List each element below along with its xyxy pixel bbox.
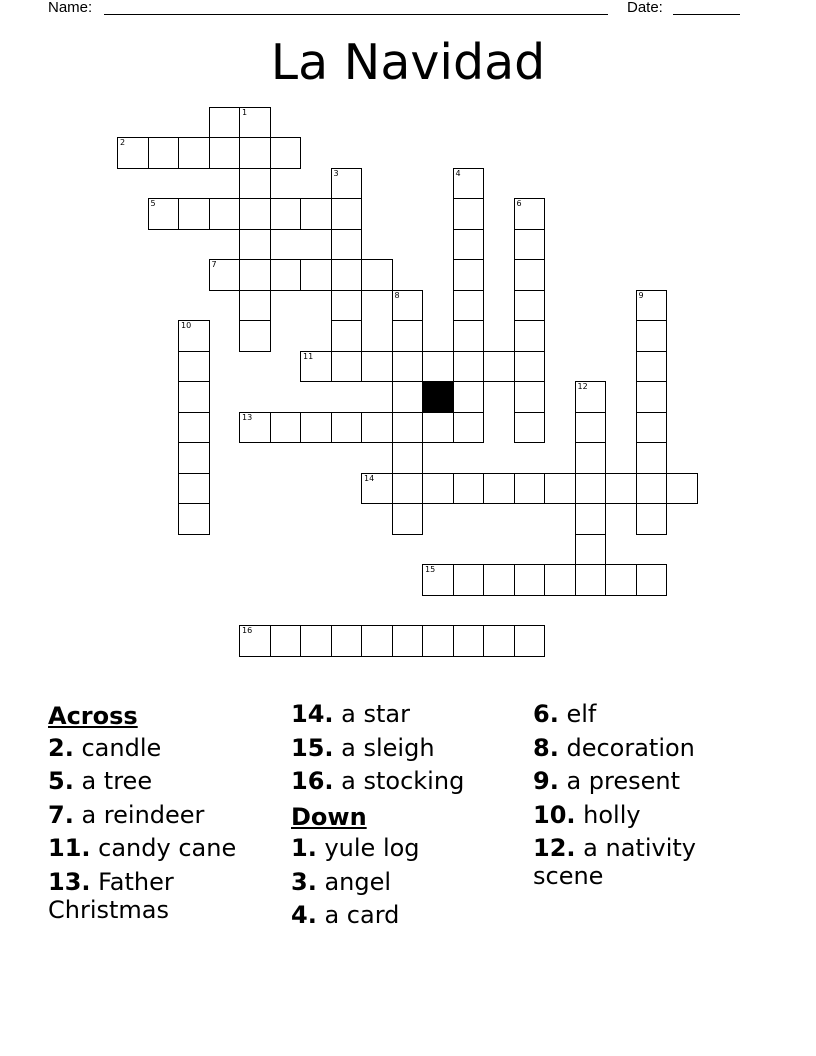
clue-item-text: a reindeer xyxy=(81,800,205,829)
crossword-cell[interactable] xyxy=(636,442,668,474)
crossword-cell[interactable] xyxy=(514,412,546,444)
crossword-cell[interactable] xyxy=(178,320,210,352)
crossword-cell[interactable] xyxy=(209,259,241,291)
crossword-cell[interactable] xyxy=(453,625,485,657)
clues-column-1 xyxy=(48,700,288,929)
clue-item-number: 9. xyxy=(533,767,559,795)
crossword-cell[interactable] xyxy=(392,473,424,505)
clue-item-number: 13. xyxy=(48,867,91,896)
clue-number: 16 xyxy=(242,626,253,636)
crossword-cell[interactable] xyxy=(331,351,363,383)
clue-item-text: a card xyxy=(324,901,400,929)
clue-item-number: 10. xyxy=(533,800,576,829)
crossword-cell[interactable] xyxy=(361,351,393,383)
crossword-cell[interactable] xyxy=(605,473,637,505)
clue-number: 5 xyxy=(150,199,156,209)
crossword-cell[interactable] xyxy=(178,503,210,535)
clue-item xyxy=(48,834,288,862)
clue-item-text: yule log xyxy=(324,834,420,862)
clue-number: 12 xyxy=(577,382,588,392)
clue-item-text: decoration xyxy=(566,733,695,762)
clue-item xyxy=(533,834,773,890)
clue-item-number: 11. xyxy=(48,834,91,862)
crossword-cell[interactable] xyxy=(544,473,576,505)
crossword-cell[interactable] xyxy=(453,229,485,261)
crossword-cell[interactable] xyxy=(514,381,546,413)
clue-item-text: angel xyxy=(324,867,392,896)
name-label: Name: xyxy=(48,0,93,16)
crossword-cell[interactable] xyxy=(422,412,454,444)
crossword-cell[interactable] xyxy=(392,412,424,444)
crossword-cell[interactable] xyxy=(483,564,515,596)
clue-item-number: 4. xyxy=(291,901,317,929)
crossword-cell[interactable] xyxy=(575,442,607,474)
crossword-cell[interactable] xyxy=(331,320,363,352)
crossword-cell[interactable] xyxy=(178,412,210,444)
clue-item xyxy=(533,801,773,829)
clue-item-number: 7. xyxy=(48,800,74,829)
crossword-cell[interactable] xyxy=(300,198,332,230)
crossword-cell[interactable] xyxy=(392,381,424,413)
clue-number: 13 xyxy=(242,412,253,422)
crossword-cell[interactable] xyxy=(422,473,454,505)
crossword-cell[interactable] xyxy=(483,473,515,505)
clue-number: 6 xyxy=(516,199,522,209)
crossword-cell[interactable] xyxy=(239,290,271,322)
crossword-cell[interactable] xyxy=(178,137,210,169)
clue-number: 8 xyxy=(394,290,400,300)
clue-item-text: a stocking xyxy=(341,767,465,795)
clue-number: 3 xyxy=(333,168,339,178)
clue-item-number: 6. xyxy=(533,700,559,728)
crossword-cell[interactable] xyxy=(178,351,210,383)
crossword-cell[interactable] xyxy=(514,290,546,322)
clue-item xyxy=(291,868,531,896)
crossword-cell[interactable] xyxy=(392,351,424,383)
crossword-cell[interactable] xyxy=(544,564,576,596)
clue-item-number: 12. xyxy=(533,834,576,862)
clue-item-text: a star xyxy=(341,700,410,728)
crossword-cell[interactable] xyxy=(575,534,607,566)
crossword-cell[interactable] xyxy=(300,625,332,657)
crossword-cell[interactable] xyxy=(514,229,546,261)
crossword-cell[interactable] xyxy=(422,351,454,383)
crossword-cell[interactable] xyxy=(239,412,271,444)
clue-item-text: a tree xyxy=(81,767,153,795)
clue-item-text: holly xyxy=(583,800,641,829)
crossword-cell[interactable] xyxy=(239,137,271,169)
crossword-cell[interactable] xyxy=(453,259,485,291)
clue-item xyxy=(533,767,773,795)
crossword-cell[interactable] xyxy=(453,473,485,505)
crossword-cell[interactable] xyxy=(575,473,607,505)
clue-item xyxy=(291,834,531,862)
crossword-cell[interactable] xyxy=(361,625,393,657)
crossword-cell[interactable] xyxy=(178,198,210,230)
crossword-cell[interactable] xyxy=(178,381,210,413)
clue-item xyxy=(533,734,773,762)
clue-item-number: 2. xyxy=(48,733,74,762)
crossword-cell[interactable] xyxy=(331,290,363,322)
clue-item xyxy=(48,801,288,829)
clue-item-number: 15. xyxy=(291,733,334,762)
clue-item-number: 5. xyxy=(48,767,74,795)
crossword-cell[interactable] xyxy=(575,412,607,444)
crossword-cell[interactable] xyxy=(209,137,241,169)
clue-number: 7 xyxy=(211,260,217,270)
date-label: Date: xyxy=(627,0,663,16)
crossword-cell[interactable] xyxy=(331,198,363,230)
crossword-cell[interactable] xyxy=(636,351,668,383)
clue-number: 15 xyxy=(425,565,436,575)
crossword-cell[interactable] xyxy=(666,473,698,505)
clue-number: 4 xyxy=(455,168,461,178)
crossword-cell[interactable] xyxy=(575,381,607,413)
clue-item xyxy=(291,700,531,728)
crossword-cell[interactable] xyxy=(483,351,515,383)
crossword-cell[interactable] xyxy=(453,351,485,383)
across-heading: Across xyxy=(48,702,138,730)
clue-item xyxy=(291,767,531,795)
clue-item xyxy=(48,734,288,762)
crossword-cell[interactable] xyxy=(331,168,363,200)
clue-item-number: 3. xyxy=(291,867,317,896)
crossword-cell[interactable] xyxy=(239,198,271,230)
clue-item-text: a present xyxy=(566,767,681,795)
crossword-cell[interactable] xyxy=(239,625,271,657)
crossword-cell[interactable] xyxy=(453,564,485,596)
crossword-cell[interactable] xyxy=(239,107,271,139)
crossword-cell[interactable] xyxy=(514,198,546,230)
crossword-cell[interactable] xyxy=(178,442,210,474)
crossword-cell[interactable] xyxy=(239,168,271,200)
crossword-cell[interactable] xyxy=(331,625,363,657)
crossword-black-cell xyxy=(422,381,454,413)
crossword-cell[interactable] xyxy=(636,320,668,352)
crossword-cell[interactable] xyxy=(636,290,668,322)
crossword-cell[interactable] xyxy=(514,320,546,352)
crossword-cell[interactable] xyxy=(300,259,332,291)
crossword-cell[interactable] xyxy=(300,412,332,444)
crossword-cell[interactable] xyxy=(392,290,424,322)
crossword-cell[interactable] xyxy=(514,473,546,505)
clue-item-number: 14. xyxy=(291,700,334,728)
clue-item xyxy=(291,901,531,929)
crossword-cell[interactable] xyxy=(148,198,180,230)
crossword-cell[interactable] xyxy=(453,320,485,352)
page-title: La Navidad xyxy=(270,34,546,91)
down-heading: Down xyxy=(291,802,367,831)
clue-number: 1 xyxy=(242,107,248,117)
clue-item-text: a nativity scene xyxy=(533,834,696,890)
crossword-cell[interactable] xyxy=(422,625,454,657)
crossword-cell[interactable] xyxy=(453,412,485,444)
crossword-cell[interactable] xyxy=(514,625,546,657)
crossword-cell[interactable] xyxy=(178,473,210,505)
crossword-cell[interactable] xyxy=(331,412,363,444)
crossword-cell[interactable] xyxy=(361,259,393,291)
crossword-cell[interactable] xyxy=(453,198,485,230)
crossword-cell[interactable] xyxy=(270,137,302,169)
clue-item xyxy=(48,767,288,795)
clue-item-text: a sleigh xyxy=(341,733,435,762)
crossword-cell[interactable] xyxy=(453,290,485,322)
clue-number: 14 xyxy=(364,473,375,483)
crossword-cell[interactable] xyxy=(483,625,515,657)
clue-item xyxy=(291,734,531,762)
clue-item xyxy=(48,868,288,924)
clue-item-number: 16. xyxy=(291,767,334,795)
crossword-cell[interactable] xyxy=(453,168,485,200)
crossword-cell[interactable] xyxy=(209,198,241,230)
crossword-cell[interactable] xyxy=(636,503,668,535)
crossword-cell[interactable] xyxy=(148,137,180,169)
crossword-cell[interactable] xyxy=(392,625,424,657)
crossword-cell[interactable] xyxy=(392,442,424,474)
crossword-cell[interactable] xyxy=(514,259,546,291)
crossword-cell[interactable] xyxy=(270,412,302,444)
clue-item xyxy=(533,700,773,728)
crossword-cell[interactable] xyxy=(636,473,668,505)
crossword-cell[interactable] xyxy=(209,107,241,139)
clue-number: 2 xyxy=(120,138,126,148)
clue-item-text: candle xyxy=(81,733,162,762)
crossword-cell[interactable] xyxy=(514,351,546,383)
crossword-cell[interactable] xyxy=(300,351,332,383)
clue-item-text: candy cane xyxy=(98,834,237,862)
crossword-cell[interactable] xyxy=(331,229,363,261)
crossword-cell[interactable] xyxy=(575,503,607,535)
clues-column-2 xyxy=(291,700,531,935)
crossword-cell[interactable] xyxy=(514,564,546,596)
clue-item-text: Father Christmas xyxy=(48,867,174,924)
crossword-cell[interactable] xyxy=(453,381,485,413)
crossword-cell[interactable] xyxy=(636,412,668,444)
clues-column-3 xyxy=(533,700,773,896)
clue-item-number: 1. xyxy=(291,834,317,862)
crossword-cell[interactable] xyxy=(392,503,424,535)
crossword-cell[interactable] xyxy=(270,625,302,657)
crossword-cell[interactable] xyxy=(392,320,424,352)
clue-number: 9 xyxy=(638,290,644,300)
crossword-cell[interactable] xyxy=(270,259,302,291)
clue-item-text: elf xyxy=(566,700,597,728)
crossword-cell[interactable] xyxy=(239,259,271,291)
crossword-cell[interactable] xyxy=(361,412,393,444)
crossword-cell[interactable] xyxy=(636,381,668,413)
crossword-cell[interactable] xyxy=(605,564,637,596)
crossword-cell[interactable] xyxy=(270,198,302,230)
crossword-cell[interactable] xyxy=(636,564,668,596)
crossword-cell[interactable] xyxy=(117,137,149,169)
clue-number: 11 xyxy=(303,351,314,361)
crossword-cell[interactable] xyxy=(331,259,363,291)
crossword-cell[interactable] xyxy=(239,229,271,261)
crossword-cell[interactable] xyxy=(575,564,607,596)
crossword-cell[interactable] xyxy=(422,564,454,596)
crossword-cell[interactable] xyxy=(239,320,271,352)
clue-number: 10 xyxy=(181,321,192,331)
clue-item-number: 8. xyxy=(533,733,559,762)
crossword-cell[interactable] xyxy=(361,473,393,505)
